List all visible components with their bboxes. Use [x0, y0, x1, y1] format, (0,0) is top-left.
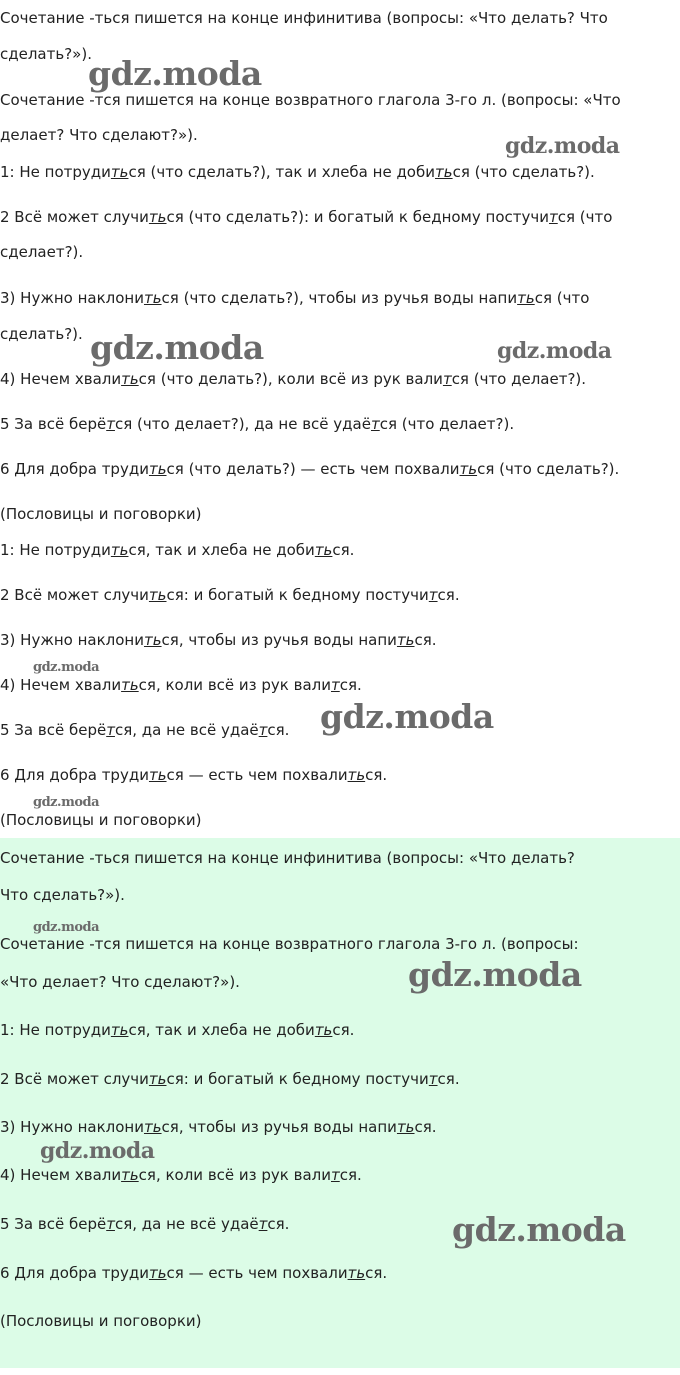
proverb-text: ся.: [267, 1215, 290, 1233]
proverb-line: сделать?).: [0, 325, 83, 343]
proverb-text: 3) Нужно наклони: [0, 631, 144, 649]
watermark: gdz.moda: [33, 920, 100, 935]
underlined-ending: ть: [143, 289, 162, 307]
proverb-text: ся (что сделать?).: [477, 460, 620, 478]
proverb-line: [0, 207, 680, 227]
underlined-ending: т: [258, 721, 268, 739]
proverb-text: ся — есть чем похвали: [166, 1264, 348, 1282]
underlined-ending: ть: [347, 766, 366, 784]
rule-text-line: сделать?»).: [0, 45, 92, 63]
proverb-line: [0, 765, 680, 785]
proverb-line: [0, 288, 680, 308]
proverb-text: ся.: [332, 1021, 355, 1039]
underlined-ending: т: [331, 1166, 340, 1184]
underlined-ending: ть: [121, 370, 139, 388]
proverb-text: ся (что сделать?): и богатый к бедному постучи: [166, 208, 549, 226]
underlined-ending: ть: [110, 1021, 129, 1039]
source-note: (Пословицы и поговорки): [0, 811, 202, 829]
proverb-text: 5 За всё берё: [0, 1215, 107, 1233]
proverb-line: сделает?).: [0, 243, 84, 261]
proverb-text: ся.: [414, 1118, 437, 1136]
underlined-ending: т: [428, 1070, 438, 1088]
rule-text-line: Сочетание -ться пишется на конце инфинитива (вопросы: «Что делать? Что: [0, 9, 608, 27]
proverb-text: ся, да не всё удаё: [114, 1215, 259, 1233]
proverb-text: ся.: [414, 631, 437, 649]
watermark: gdz.moda: [497, 338, 612, 364]
proverb-text: 6 Для добра труди: [0, 1264, 149, 1282]
proverb-line: [0, 585, 680, 605]
underlined-ending: ть: [148, 208, 167, 226]
underlined-ending: т: [258, 1215, 268, 1233]
proverb-text: 3) Нужно наклони: [0, 1118, 144, 1136]
proverb-text: ся.: [339, 1166, 362, 1184]
proverb-text: 5 За всё берё: [0, 415, 107, 433]
proverb-text: ся, чтобы из ручья воды напи: [161, 1118, 397, 1136]
proverb-text: ся (что: [534, 289, 590, 307]
underlined-ending: ть: [148, 1070, 167, 1088]
watermark: gdz.moda: [33, 660, 100, 675]
watermark: gdz.moda: [408, 955, 582, 994]
proverb-text: ся.: [365, 1264, 388, 1282]
proverb-line: [0, 1020, 680, 1040]
proverb-text: 5 За всё берё: [0, 721, 107, 739]
underlined-ending: т: [106, 1215, 115, 1233]
watermark: gdz.moda: [90, 328, 264, 367]
proverb-line: [0, 675, 680, 695]
proverb-text: ся.: [365, 766, 388, 784]
underlined-ending: т: [106, 415, 115, 433]
proverb-text: ся, да не всё удаё: [114, 721, 259, 739]
rule-text-line: «Что делает? Что сделают?»).: [0, 973, 240, 991]
rule-text-line: делает? Что сделают?»).: [0, 126, 198, 144]
underlined-ending: ть: [396, 631, 415, 649]
proverb-text: 2 Всё может случи: [0, 1070, 149, 1088]
watermark: gdz.moda: [452, 1210, 626, 1249]
proverb-text: ся.: [437, 1070, 460, 1088]
proverb-line: [0, 630, 680, 650]
proverb-text: 6 Для добра труди: [0, 460, 149, 478]
watermark: gdz.moda: [505, 133, 620, 159]
proverb-text: ся.: [437, 586, 460, 604]
proverb-text: ся (что сделать?).: [452, 163, 595, 181]
underlined-ending: ть: [148, 766, 167, 784]
underlined-ending: ть: [121, 1166, 139, 1184]
proverb-text: ся.: [267, 721, 290, 739]
proverb-text: 2 Всё может случи: [0, 208, 149, 226]
underlined-ending: ть: [148, 460, 167, 478]
proverb-text: ся.: [339, 676, 362, 694]
proverb-text: 4) Нечем хвали: [0, 676, 122, 694]
proverb-line: [0, 540, 680, 560]
rule-text-line: Сочетание -тся пишется на конце возвратного глагола 3-го л. (вопросы: «Что: [0, 91, 621, 109]
proverb-line: [0, 1165, 680, 1185]
proverb-text: 4) Нечем хвали: [0, 1166, 122, 1184]
watermark: gdz.moda: [88, 54, 262, 93]
proverb-text: ся, коли всё из рук вали: [138, 1166, 331, 1184]
proverb-line: [0, 1117, 680, 1137]
proverb-text: ся, так и хлеба не доби: [128, 1021, 315, 1039]
underlined-ending: т: [331, 676, 340, 694]
proverb-line: [0, 162, 680, 182]
underlined-ending: ть: [110, 163, 129, 181]
proverb-text: 1: Не потруди: [0, 541, 111, 559]
watermark: gdz.moda: [40, 1138, 155, 1164]
proverb-text: ся (что сделать?), так и хлеба не доби: [128, 163, 435, 181]
proverb-line: [0, 369, 680, 389]
rule-text-line: Что сделать?»).: [0, 886, 125, 904]
rule-text-line: Сочетание -тся пишется на конце возвратного глагола 3-го л. (вопросы:: [0, 935, 579, 953]
underlined-ending: т: [106, 721, 115, 739]
proverb-text: ся (что сделать?), чтобы из ручья воды напи: [161, 289, 518, 307]
proverb-text: 1: Не потруди: [0, 1021, 111, 1039]
underlined-ending: т: [370, 415, 380, 433]
watermark: gdz.moda: [33, 795, 100, 810]
proverb-text: ся (что делать?) — есть чем похвали: [166, 460, 460, 478]
underlined-ending: т: [428, 586, 438, 604]
proverb-text: ся (что делать?), коли всё из рук вали: [138, 370, 443, 388]
underlined-ending: ть: [517, 289, 535, 307]
proverb-text: ся (что делает?).: [379, 415, 515, 433]
underlined-ending: ть: [347, 1264, 366, 1282]
proverb-text: ся, чтобы из ручья воды напи: [161, 631, 397, 649]
proverb-text: ся (что делает?), да не всё удаё: [114, 415, 371, 433]
proverb-text: 1: Не потруди: [0, 163, 111, 181]
underlined-ending: ть: [143, 631, 162, 649]
underlined-ending: ть: [396, 1118, 415, 1136]
rule-text-line: Сочетание -ться пишется на конце инфинитива (вопросы: «Что делать?: [0, 849, 575, 867]
proverb-line: [0, 459, 680, 479]
underlined-ending: ть: [148, 586, 167, 604]
underlined-ending: ть: [314, 541, 333, 559]
proverb-text: ся: и богатый к бедному постучи: [166, 586, 429, 604]
proverb-text: ся (что делает?).: [451, 370, 587, 388]
proverb-line: [0, 414, 680, 434]
underlined-ending: т: [442, 370, 452, 388]
proverb-text: ся — есть чем похвали: [166, 766, 348, 784]
underlined-ending: ть: [314, 1021, 333, 1039]
answer-highlight-block: [0, 838, 680, 1368]
proverb-text: ся, коли всё из рук вали: [138, 676, 331, 694]
proverb-line: [0, 1069, 680, 1089]
proverb-text: ся: и богатый к бедному постучи: [166, 1070, 429, 1088]
proverb-text: ся, так и хлеба не доби: [128, 541, 315, 559]
underlined-ending: ть: [143, 1118, 162, 1136]
underlined-ending: т: [548, 208, 558, 226]
underlined-ending: ть: [459, 460, 478, 478]
proverb-text: 3) Нужно наклони: [0, 289, 144, 307]
proverb-text: 4) Нечем хвали: [0, 370, 122, 388]
underlined-ending: ть: [435, 163, 453, 181]
proverb-text: ся (что: [557, 208, 613, 226]
watermark: gdz.moda: [320, 697, 494, 736]
proverb-text: 2 Всё может случи: [0, 586, 149, 604]
underlined-ending: ть: [121, 676, 139, 694]
underlined-ending: ть: [110, 541, 129, 559]
underlined-ending: ть: [148, 1264, 167, 1282]
source-note: (Пословицы и поговорки): [0, 505, 202, 523]
proverb-line: [0, 1263, 680, 1283]
source-note: (Пословицы и поговорки): [0, 1312, 202, 1330]
proverb-text: ся.: [332, 541, 355, 559]
proverb-text: 6 Для добра труди: [0, 766, 149, 784]
